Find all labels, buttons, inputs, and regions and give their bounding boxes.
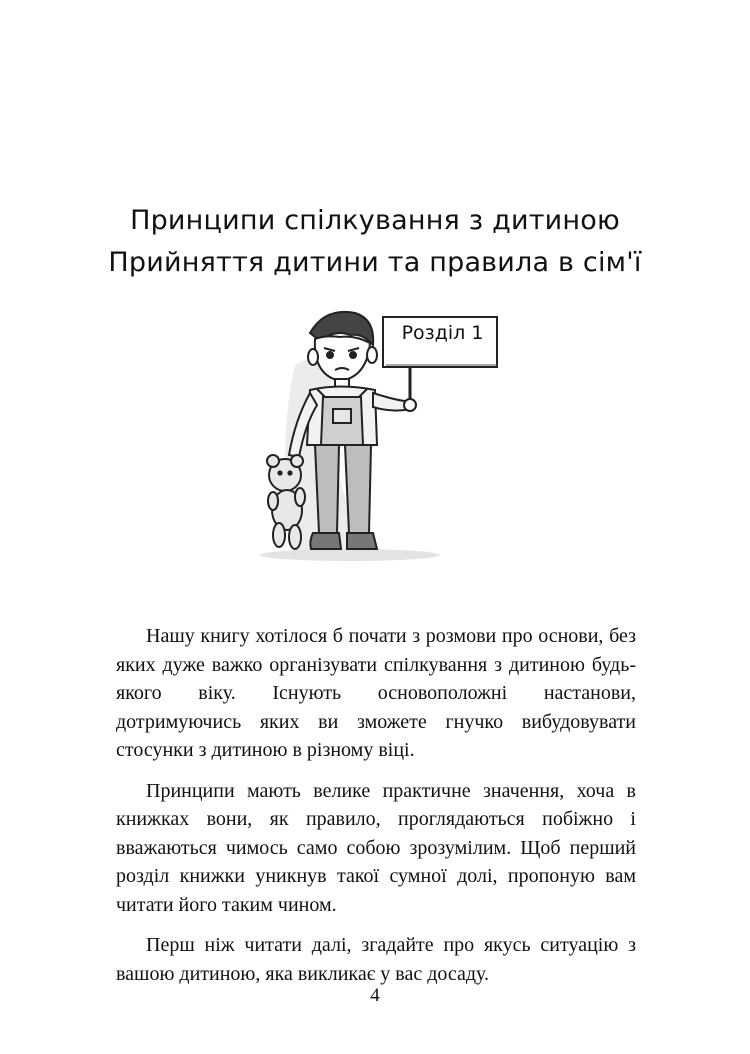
- sign-label: Розділ 1: [401, 322, 484, 344]
- body-text: [116, 622, 636, 988]
- chapter-title-line-1: Принципи спілкування з дитиною: [130, 205, 620, 236]
- paragraph: Перш ніж читати далі, згадайте про якусь ситуацію з вашою дитиною, яка викликає у вас досаду.: [116, 934, 636, 985]
- boy-with-sign-illustration: [255, 305, 515, 565]
- paragraph: Нашу книгу хотілося б почати з розмови про основи, без яких дуже важко організувати спілкування з дитиною будь-якого віку. Існують основоположні настанови, дотримуючись яких ви зможете гнучко вибудовувати стосунки з дитиною в різному віці.: [116, 625, 636, 761]
- chapter-title-line-2: Прийняття дитини та правила в сім'ї: [108, 247, 642, 278]
- page-number: 4: [370, 985, 380, 1006]
- paragraph: Принципи мають велике практичне значення, хоча в книжках вони, як правило, проглядаються побіжно і вважаються чимось само собою зрозумілим. Щоб перший розділ книжки уникнув такої сумної долі, пропоную вам читати його таким чином.: [116, 779, 636, 916]
- teddy-bear-icon: [267, 455, 305, 549]
